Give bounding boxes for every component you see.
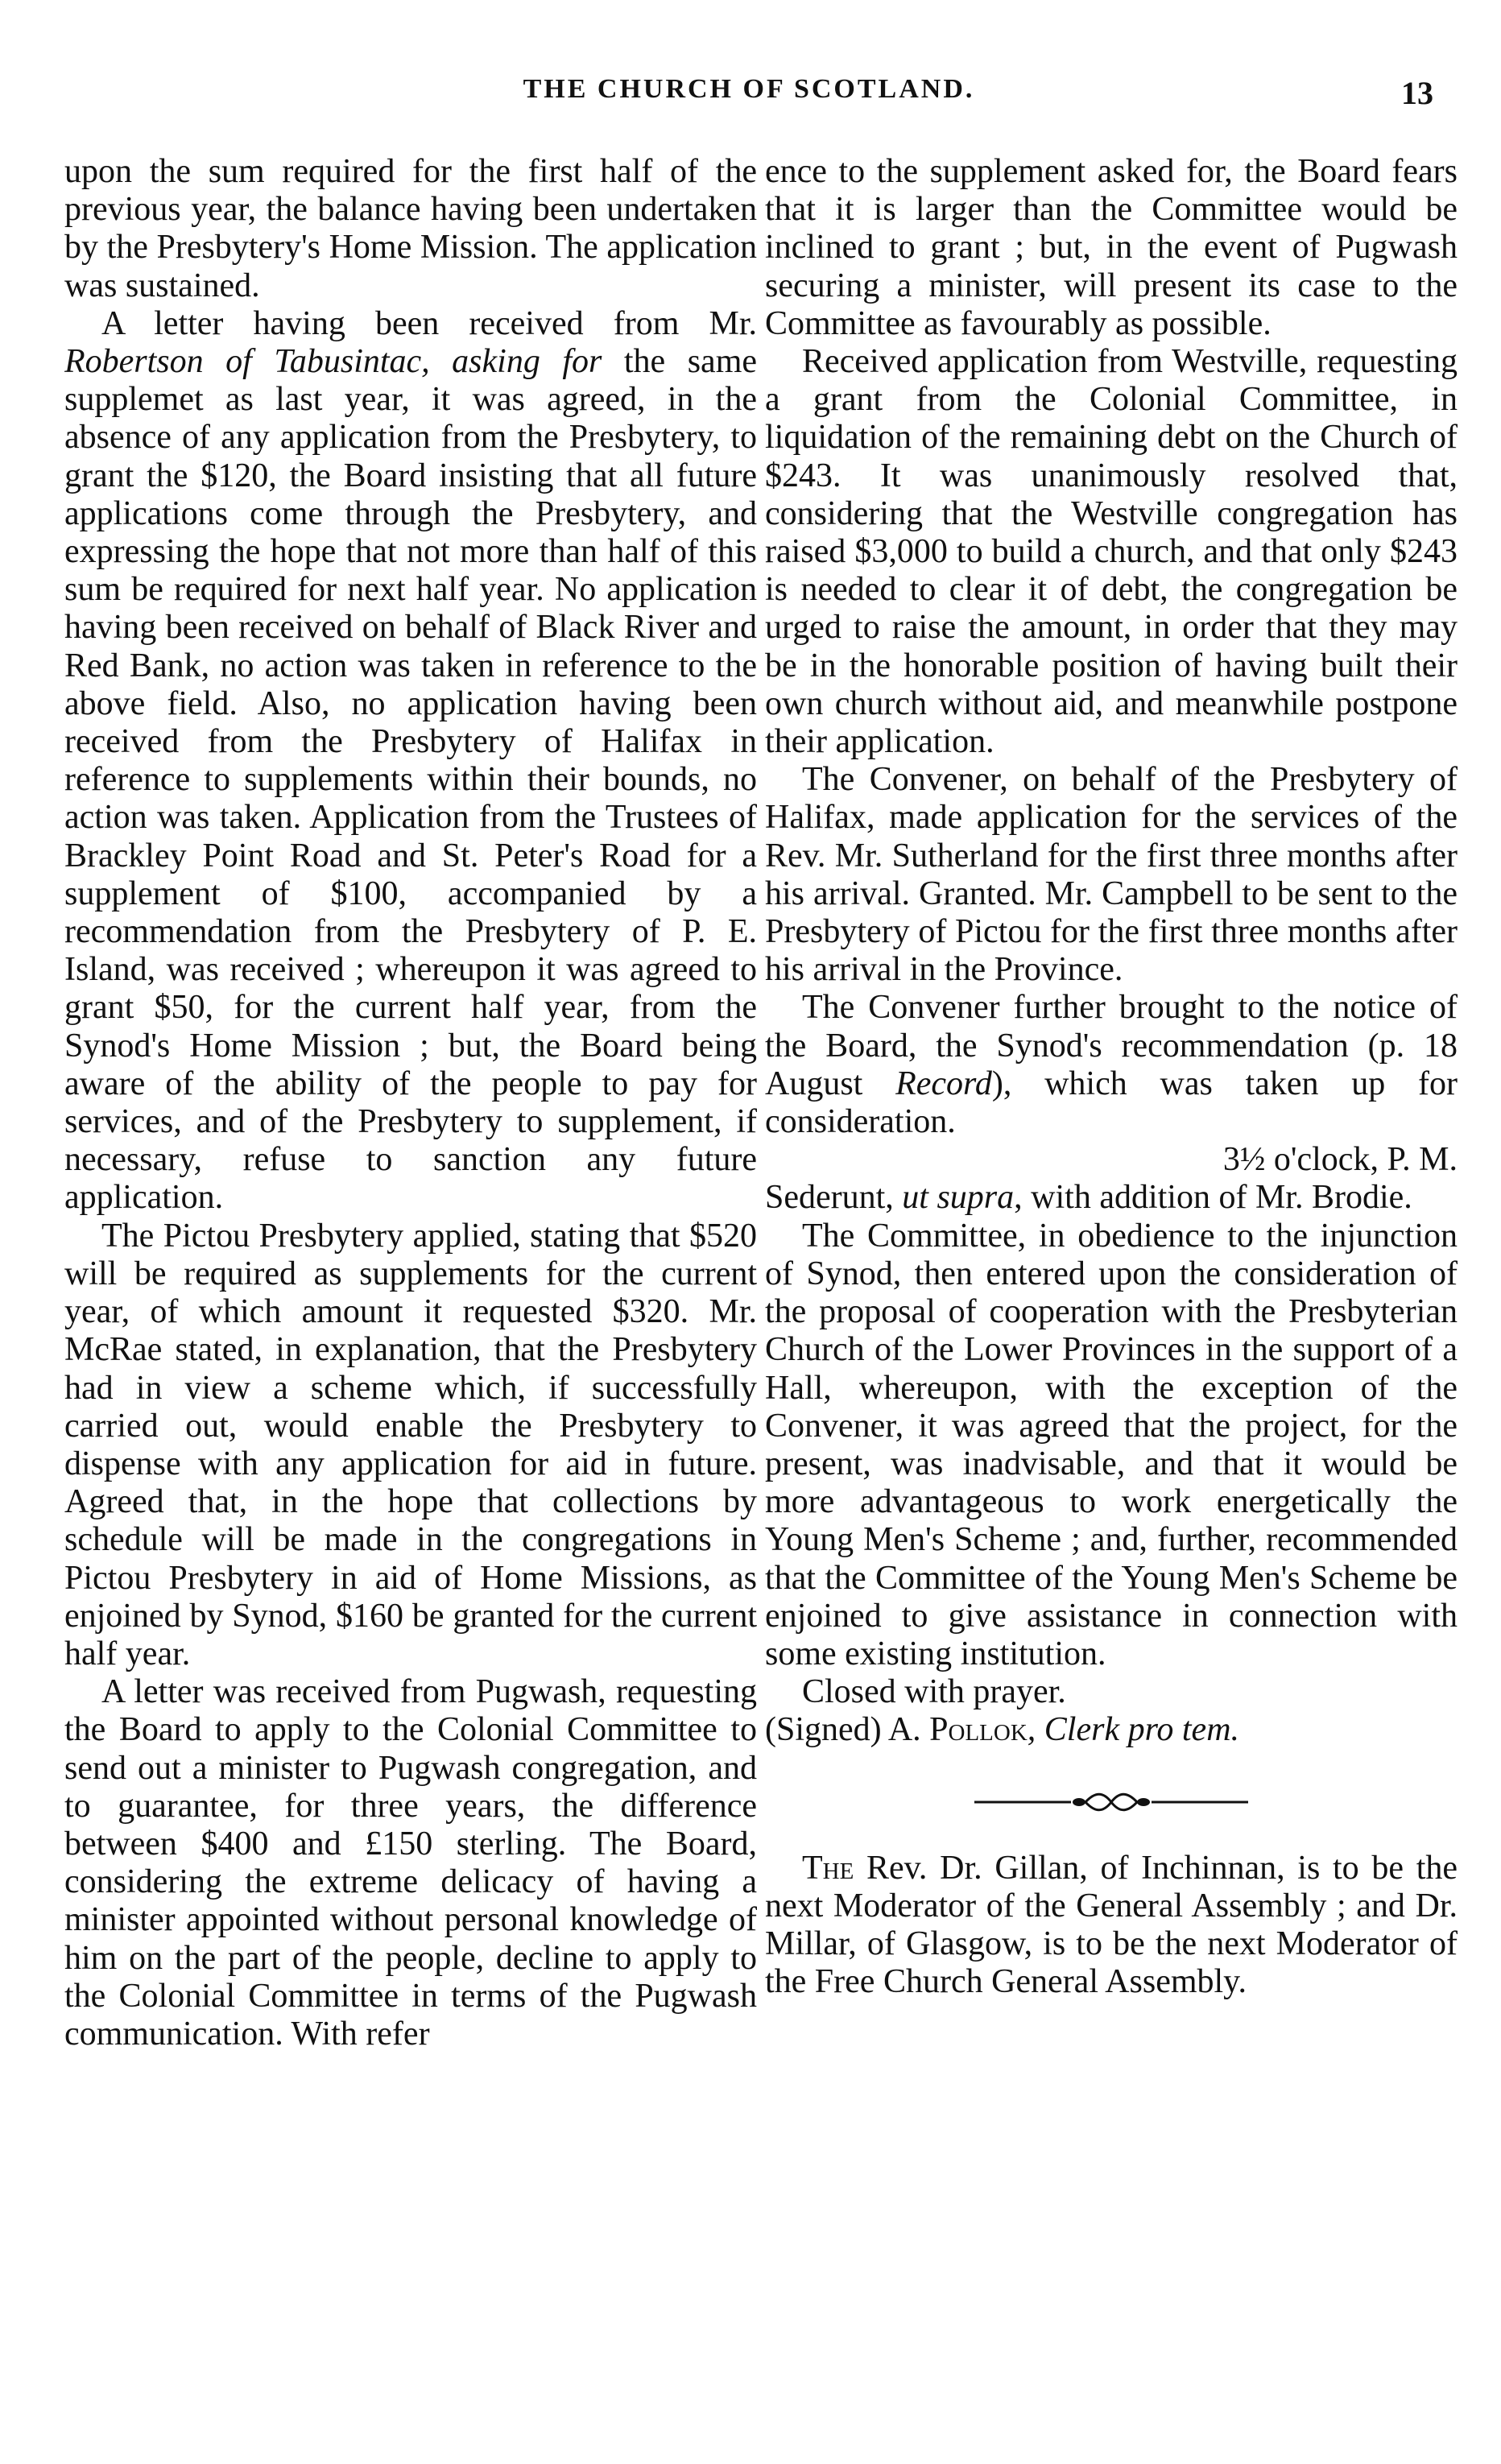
italic-text: Record bbox=[895, 1065, 992, 1102]
paragraph-text: Sederunt, bbox=[765, 1179, 903, 1217]
signature-line bbox=[765, 1711, 1458, 1749]
paragraph-text: A letter having been received from Mr. bbox=[101, 304, 757, 342]
running-head bbox=[64, 74, 1433, 122]
ornamental-rule-icon bbox=[974, 1790, 1248, 1814]
right-column bbox=[765, 153, 1458, 2359]
page-number: 13 bbox=[1401, 75, 1433, 111]
paragraph-pugwash: A letter was received from Pugwash, requesting the Board to apply to the Colonial Committee to send out a minister to Pugwash congregation, and to guarantee, for three years, the difference between $400 and £150 sterling. The Board, considering the extreme delicacy of having a minister appointed without personal knowledge of him on the part of the people, decline to apply to the Colonial Committee in terms of the Pugwash communication. With refer bbox=[64, 1673, 757, 2053]
paragraph-home-mission: upon the sum required for the first half of the previous year, the balance having been undertaken by the Presbytery's Home Mission. The application was sustained. bbox=[64, 153, 757, 304]
signed-prefix: (Signed) A. bbox=[765, 1711, 930, 1749]
paragraph-closing-prayer: Closed with prayer. bbox=[802, 1673, 1066, 1711]
session-time: 3½ o'clock, P. M. bbox=[1222, 1141, 1458, 1179]
paragraph-halifax-convener: The Convener, on behalf of the Presbytery of Halifax, made application for the services of the Rev. Mr. Sutherland for the first three months after his arrival. Granted. Mr. Campbell to be sent to the Presbytery of Pictou for the first three months after his arrival in the Province. bbox=[765, 761, 1458, 989]
paragraph-westville: Received application from Westville, requesting a grant from the Colonial Committee, in liquidation of the remaining debt on the Church of $243. It was unanimously resolved that, considering that the Westville congregation has raised $3,000 to build a church, and that only $243 is needed to clear it of debt, the congregation be urged to raise the amount, in order that they may be in the honorable position of having built their own church without aid, and meanwhile postpone their application. bbox=[765, 343, 1458, 761]
paragraph-text: , with addition of Mr. Brodie. bbox=[1014, 1179, 1412, 1217]
italic-text: Robertson of Tabusintac, asking for bbox=[64, 343, 602, 381]
signer-title: , Clerk pro tem. bbox=[1027, 1711, 1240, 1749]
paragraph-committee-hall: The Committee, in obedience to the injunction of Synod, then entered upon the consideration of the proposal of cooperation with the Presbyterian Church of the Lower Provinces in the support of a Hall, whereupon, with the exception of the Convener, it was agreed that the project, for the present, was inadvisable, and that it would be more advantageous to work energetically the Young Men's Scheme ; and, further, recommended that the Committee of the Young Men's Scheme be enjoined to give assistance in connection with some existing institution. bbox=[765, 1217, 1458, 1672]
paragraph-text: ), which was taken up for consideration. bbox=[765, 1065, 1458, 1141]
paragraph-sederunt bbox=[765, 1179, 1458, 1217]
paragraph-text: The Convener further brought to the notice of the Board, the Synod's recommendation (p. 18 August bbox=[765, 989, 1458, 1102]
lead-word: The bbox=[802, 1849, 854, 1887]
italic-text: ut supra bbox=[902, 1179, 1015, 1217]
paragraph-tabusintac bbox=[64, 305, 757, 1218]
paragraph-text: the same supplemet as last year, it was agreed, in the absence of any application from the Presbytery, to grant the $120, the Board insisting that all future applications come through the Presbytery, and expressing the hope that not more than half of this sum be required for next half year. No application having been received on behalf of Black River and Red Bank, no action was taken in reference to the above field. Also, no application having been received from the Presbytery of Halifax in reference to supplements within their bounds, no action was taken. Application from the Trustees of Brackley Point Road and St. Peter's Road for a supplement of $100, accompanied by a recommendation from the Presbytery of P. E. Island, was received ; whereupon it was agreed to grant $50, for the current half year, from the Synod's Home Mission ; but, the Board being aware of the ability of the people to pay for services, and of the Presbytery to supplement, if necessary, refuse to sanction any future application. bbox=[64, 343, 757, 1217]
paragraph-text: Rev. Dr. Gillan, of Inchinnan, is to be the next Moderator of the General Assembly ; and Dr. Millar, of Glasgow, is to be the next Moderator of the Free Church General Assembly. bbox=[765, 1849, 1458, 2001]
paragraph-pugwash-continued: ence to the supplement asked for, the Board fears that it is larger than the Committee would be inclined to grant ; but, in the event of Pugwash securing a minister, will present its case to the Committee as favourably as possible. bbox=[765, 153, 1458, 342]
running-title: THE CHURCH OF SCOTLAND. bbox=[523, 74, 975, 104]
paragraph-moderators bbox=[765, 1850, 1458, 2002]
left-column bbox=[64, 153, 757, 2359]
paragraph-synod-recommendation bbox=[765, 989, 1458, 1141]
paragraph-pictou-presbytery: The Pictou Presbytery applied, stating that $520 will be required as supplements for the current year, of which amount it requested $320. Mr. McRae stated, in explanation, that the Presbytery had in view a scheme which, if successfully carried out, would enable the Presbytery to dispense with any application for aid in future. Agreed that, in the hope that collections by schedule will be made in the congregations in Pictou Presbytery in aid of Home Missions, as enjoined by Synod, $160 be granted for the current half year. bbox=[64, 1217, 757, 1672]
signer-name: Pollok bbox=[929, 1711, 1028, 1749]
